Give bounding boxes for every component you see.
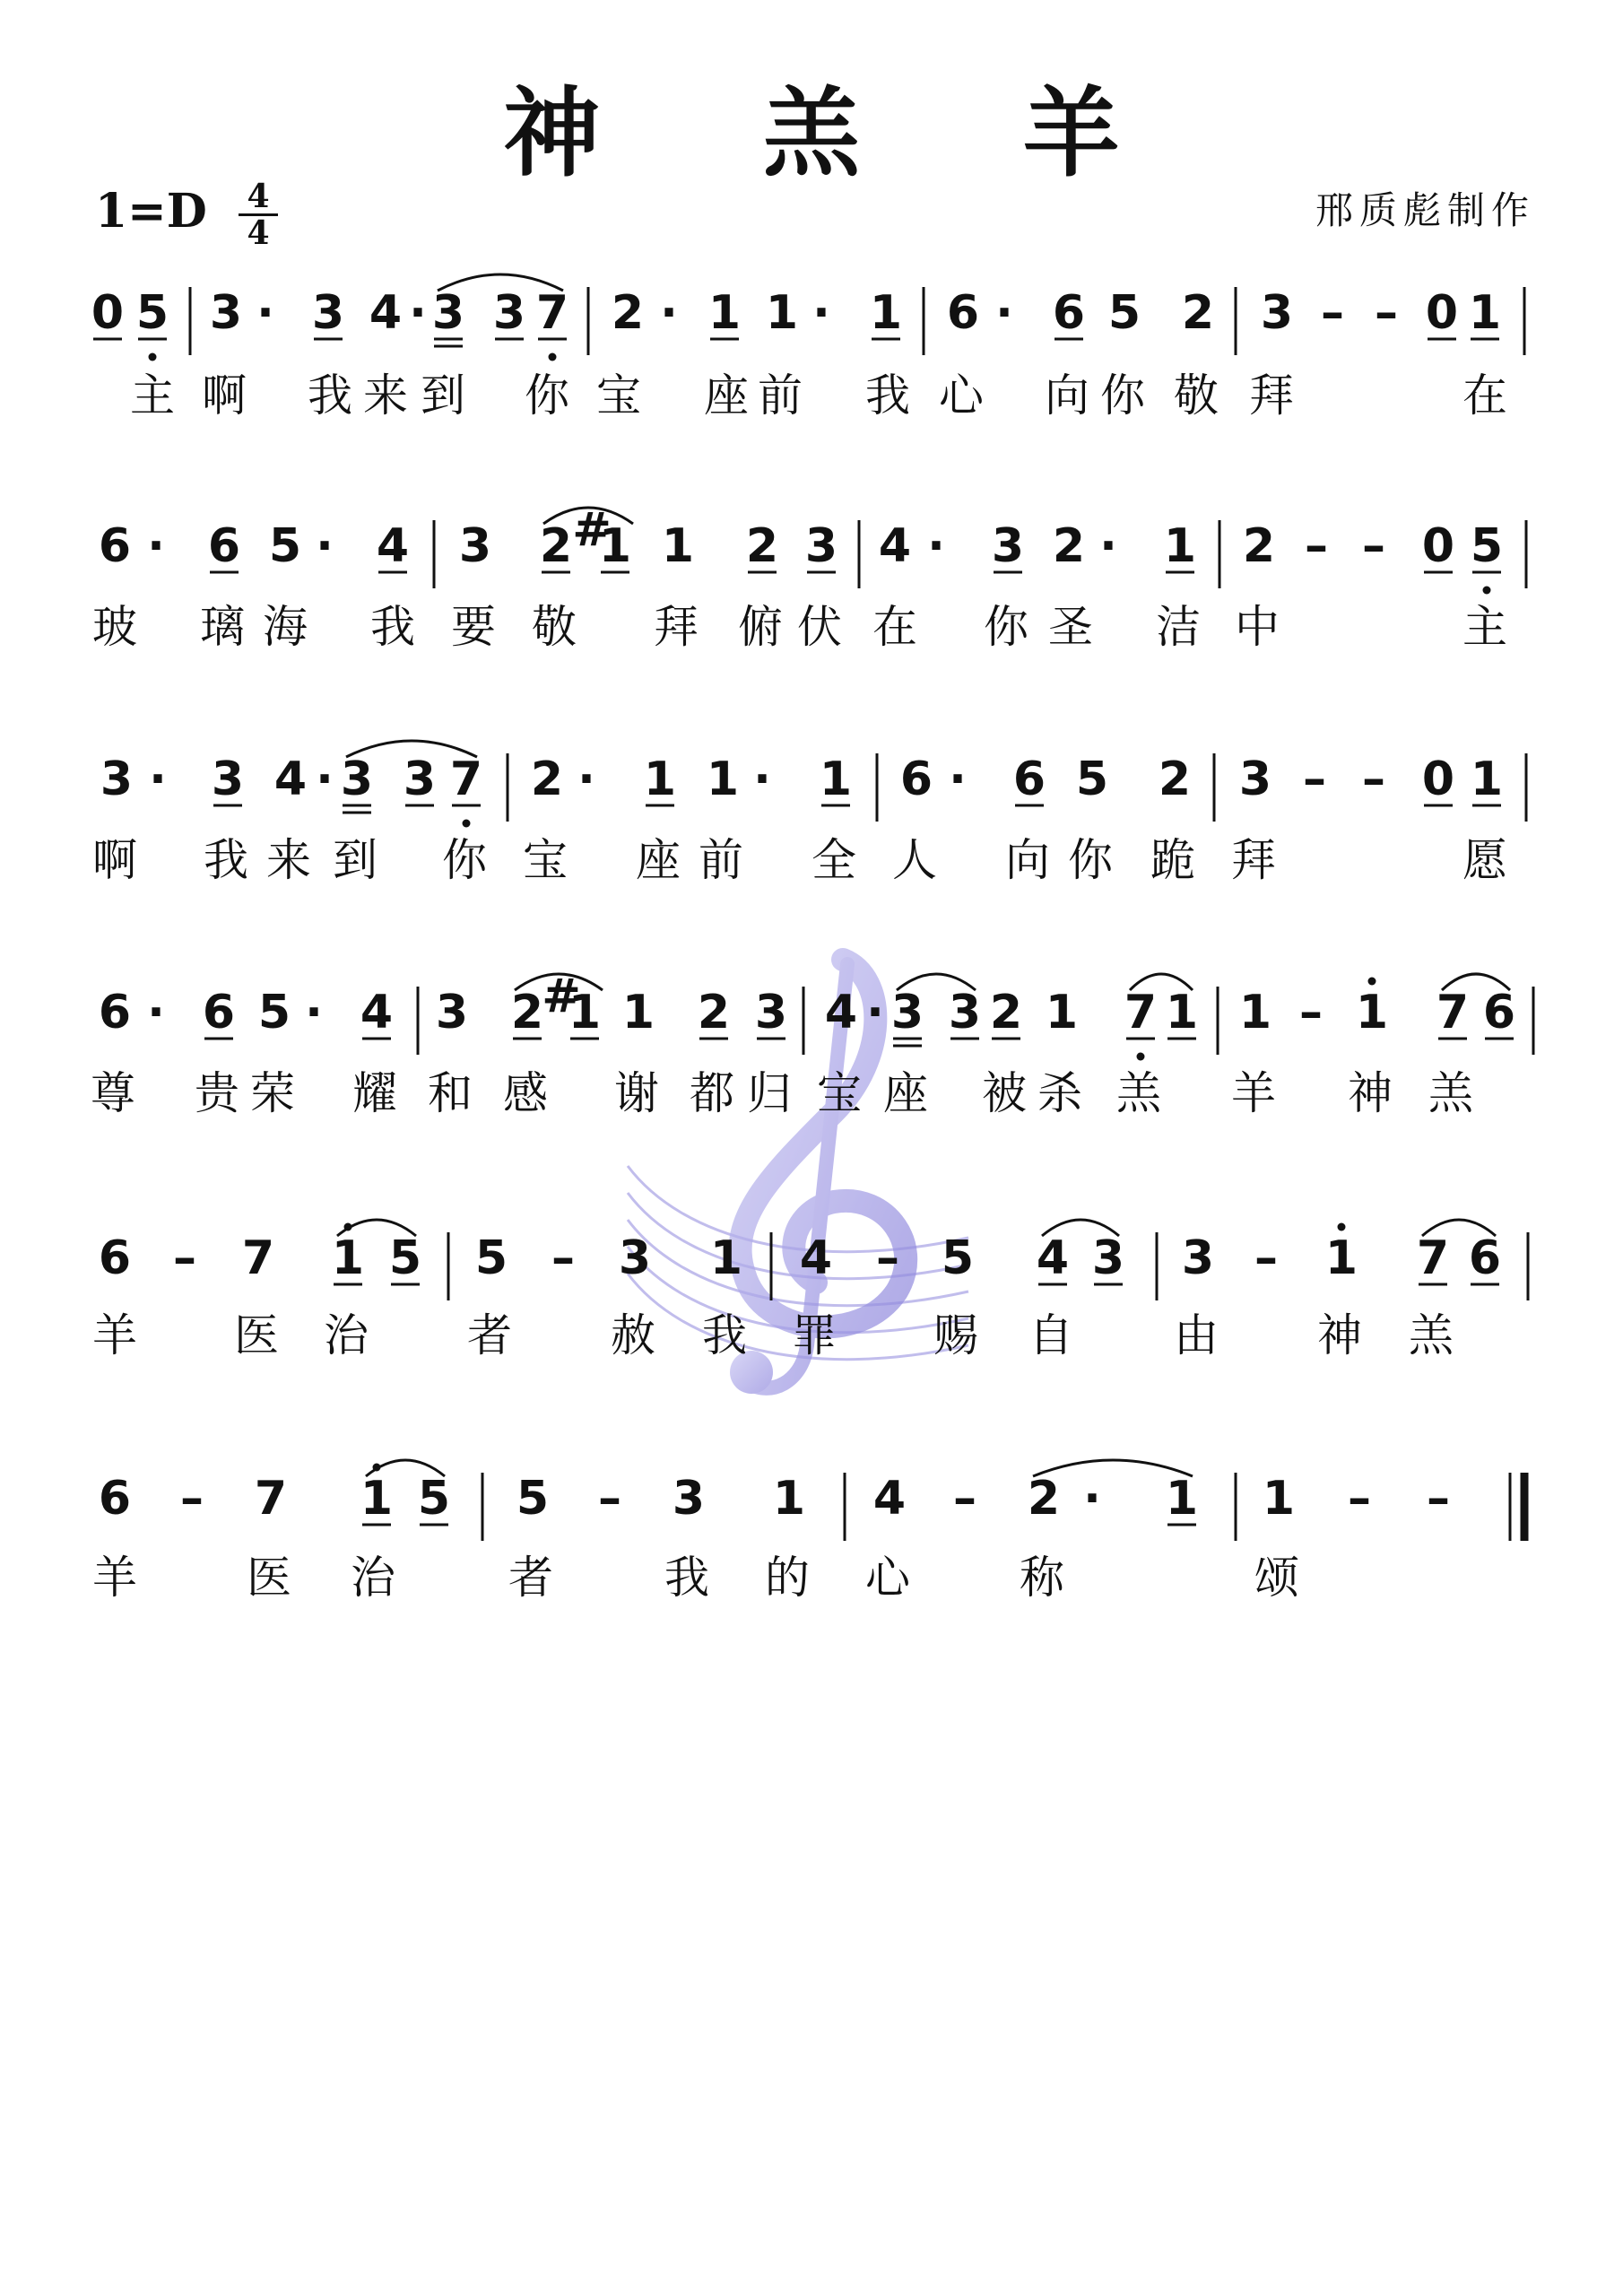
lyric-char: 你 bbox=[984, 601, 1032, 653]
note-digit: 3 bbox=[211, 752, 245, 806]
note-digit: 6 bbox=[1052, 286, 1086, 340]
lyric-char: 要 bbox=[451, 601, 499, 653]
credit: 邢质彪制作 bbox=[1315, 188, 1535, 232]
augmentation-dot: · bbox=[577, 752, 595, 806]
lyric-char: 神 bbox=[1317, 1309, 1366, 1361]
note-digit: 1 bbox=[772, 1472, 806, 1526]
lower-octave-dot bbox=[1483, 587, 1491, 595]
dash-extension: – bbox=[551, 1231, 575, 1285]
lyric-char: 拜 bbox=[654, 601, 702, 653]
lyric-char: 你 bbox=[442, 834, 490, 886]
note-digit: 1 bbox=[1045, 986, 1079, 1039]
note-digit: 5 bbox=[268, 519, 302, 573]
sharp-sign: # bbox=[572, 503, 612, 557]
note-digit: 1 bbox=[706, 752, 740, 806]
note-digit: 4 bbox=[799, 1231, 833, 1285]
note-digit: 7 bbox=[535, 286, 569, 340]
note-digit: 6 bbox=[98, 1472, 132, 1526]
augmentation-dot: · bbox=[147, 986, 165, 1039]
note-digit: 4 bbox=[376, 519, 410, 573]
dash-extension: – bbox=[173, 1231, 196, 1285]
note-digit: 2 bbox=[1027, 1472, 1061, 1526]
note-digit: 3 bbox=[340, 752, 374, 806]
augmentation-dot: · bbox=[927, 519, 945, 573]
lyric-char: 我 bbox=[664, 1552, 713, 1604]
note-digit: 4 bbox=[273, 752, 308, 806]
lyric-char: 羔 bbox=[1428, 1067, 1477, 1119]
lyric-char: 来 bbox=[266, 834, 315, 886]
augmentation-dot: · bbox=[316, 752, 334, 806]
note-digit: 0 bbox=[1421, 752, 1455, 806]
note-digit: 5 bbox=[1107, 286, 1141, 340]
dash-extension: – bbox=[1427, 1472, 1450, 1526]
note-digit: 6 bbox=[1482, 986, 1516, 1039]
lyric-char: 和 bbox=[428, 1067, 476, 1119]
lower-octave-dot bbox=[149, 353, 157, 361]
dash-extension: – bbox=[1303, 752, 1326, 806]
augmentation-dot: · bbox=[316, 519, 334, 573]
note-digit: 1 bbox=[707, 286, 742, 340]
note-digit: 1 bbox=[1238, 986, 1272, 1039]
augmentation-dot: · bbox=[149, 752, 167, 806]
lyric-char: 贵 bbox=[195, 1067, 243, 1119]
note-digit: 5 bbox=[257, 986, 291, 1039]
lower-octave-dot bbox=[549, 353, 557, 361]
note-digit: 3 bbox=[458, 519, 492, 573]
note-digit: 5 bbox=[1470, 519, 1504, 573]
lyric-char: 啊 bbox=[202, 370, 250, 422]
note-digit: 3 bbox=[311, 286, 345, 340]
note-digit: 4 bbox=[1036, 1231, 1070, 1285]
note-digit: 4 bbox=[878, 519, 912, 573]
note-digit: 6 bbox=[98, 519, 132, 573]
note-digit: 2 bbox=[510, 986, 544, 1039]
lyric-char: 赦 bbox=[611, 1309, 659, 1361]
note-digit: 0 bbox=[1421, 519, 1455, 573]
lyric-char: 羔 bbox=[1409, 1309, 1457, 1361]
lyric-char: 到 bbox=[421, 370, 469, 422]
augmentation-dot: · bbox=[995, 286, 1013, 340]
lyric-char: 羊 bbox=[1231, 1067, 1280, 1119]
lyric-char: 人 bbox=[892, 834, 941, 886]
lyric-char: 主 bbox=[130, 370, 178, 422]
lyric-char: 宝 bbox=[817, 1067, 865, 1119]
lyric-char: 都 bbox=[690, 1067, 738, 1119]
dash-extension: – bbox=[876, 1231, 899, 1285]
lyric-char: 我 bbox=[865, 370, 914, 422]
sharp-sign: # bbox=[542, 970, 581, 1023]
dash-extension: – bbox=[953, 1472, 976, 1526]
lyric-char: 啊 bbox=[92, 834, 141, 886]
lyric-char: 医 bbox=[247, 1552, 295, 1604]
lyric-char: 洁 bbox=[1156, 601, 1204, 653]
lyric-char: 俯 bbox=[738, 601, 786, 653]
lyric-char: 我 bbox=[308, 370, 356, 422]
lyric-char: 璃 bbox=[200, 601, 248, 653]
note-digit: 6 bbox=[202, 986, 236, 1039]
lyric-char: 我 bbox=[204, 834, 252, 886]
note-digit: 3 bbox=[1091, 1231, 1125, 1285]
augmentation-dot: · bbox=[1099, 519, 1117, 573]
note-digit: 5 bbox=[1075, 752, 1109, 806]
note-digit: 3 bbox=[991, 519, 1025, 573]
note-digit: 3 bbox=[804, 519, 838, 573]
note-digit: 3 bbox=[492, 286, 526, 340]
lyric-char: 医 bbox=[234, 1309, 282, 1361]
augmentation-dot: · bbox=[753, 752, 771, 806]
note-digit: 6 bbox=[946, 286, 980, 340]
note-digit: 6 bbox=[899, 752, 933, 806]
lyric-char: 归 bbox=[747, 1067, 795, 1119]
dash-extension: – bbox=[1362, 519, 1385, 573]
lyric-char: 自 bbox=[1028, 1309, 1077, 1361]
lyric-char: 神 bbox=[1348, 1067, 1396, 1119]
note-digit: 3 bbox=[890, 986, 924, 1039]
note-digit: 5 bbox=[135, 286, 169, 340]
note-digit: 5 bbox=[417, 1472, 451, 1526]
note-digit: 6 bbox=[98, 986, 132, 1039]
lyric-char: 羔 bbox=[1116, 1067, 1165, 1119]
note-digit: 2 bbox=[611, 286, 645, 340]
lyric-char: 在 bbox=[1462, 370, 1511, 422]
lyric-char: 心 bbox=[939, 370, 987, 422]
lyric-char: 感 bbox=[503, 1067, 551, 1119]
note-digit: 0 bbox=[1425, 286, 1459, 340]
note-digit: 1 bbox=[1163, 519, 1197, 573]
note-digit: 3 bbox=[1238, 752, 1272, 806]
lyric-char: 主 bbox=[1462, 601, 1511, 653]
note-digit: 2 bbox=[539, 519, 573, 573]
lyric-char: 我 bbox=[702, 1309, 751, 1361]
note-digit: 7 bbox=[241, 1231, 275, 1285]
note-digit: 2 bbox=[1242, 519, 1276, 573]
lyric-char: 耀 bbox=[352, 1067, 401, 1119]
dash-extension: – bbox=[598, 1472, 621, 1526]
augmentation-dot: · bbox=[409, 286, 427, 340]
dash-extension: – bbox=[1348, 1472, 1371, 1526]
lyric-char: 伏 bbox=[797, 601, 846, 653]
lyric-char: 座 bbox=[883, 1067, 932, 1119]
lyric-char: 宝 bbox=[596, 370, 645, 422]
augmentation-dot: · bbox=[812, 286, 830, 340]
lyric-char: 治 bbox=[324, 1309, 372, 1361]
note-digit: 7 bbox=[1436, 986, 1470, 1039]
note-digit: 5 bbox=[388, 1231, 422, 1285]
time-signature-top: 4 bbox=[247, 178, 270, 215]
note-digit: 1 bbox=[1165, 986, 1199, 1039]
note-digit: 2 bbox=[1052, 519, 1086, 573]
lyric-char: 圣 bbox=[1048, 601, 1097, 653]
lyric-char: 宝 bbox=[523, 834, 571, 886]
lyric-char: 谢 bbox=[614, 1067, 663, 1119]
note-digit: 2 bbox=[697, 986, 731, 1039]
note-digit: 1 bbox=[568, 986, 602, 1039]
note-digit: 0 bbox=[91, 286, 125, 340]
note-digit: 5 bbox=[516, 1472, 550, 1526]
key-signature: 1=D bbox=[95, 184, 207, 239]
dash-extension: – bbox=[1254, 1231, 1278, 1285]
dash-extension: – bbox=[1375, 286, 1398, 340]
augmentation-dot: · bbox=[1083, 1472, 1101, 1526]
dash-extension: – bbox=[1362, 752, 1385, 806]
note-digit: 1 bbox=[1324, 1231, 1358, 1285]
note-digit: 3 bbox=[1181, 1231, 1215, 1285]
lyric-char: 称 bbox=[1020, 1552, 1068, 1604]
lyric-char: 拜 bbox=[1249, 370, 1298, 422]
augmentation-dot: · bbox=[147, 519, 165, 573]
note-digit: 1 bbox=[765, 286, 799, 340]
lyric-char: 羊 bbox=[92, 1309, 141, 1361]
lyric-char: 羊 bbox=[92, 1552, 141, 1604]
lyric-char: 海 bbox=[263, 601, 311, 653]
lyric-char: 前 bbox=[758, 370, 806, 422]
note-digit: 1 bbox=[643, 752, 677, 806]
lyric-char: 你 bbox=[525, 370, 573, 422]
lyric-char: 向 bbox=[1005, 834, 1054, 886]
lyric-char: 心 bbox=[865, 1552, 914, 1604]
note-digit: 2 bbox=[989, 986, 1023, 1039]
lyric-char: 跪 bbox=[1150, 834, 1199, 886]
note-digit: 4 bbox=[824, 986, 858, 1039]
lyric-char: 来 bbox=[363, 370, 412, 422]
lyric-char: 座 bbox=[704, 370, 752, 422]
note-digit: 6 bbox=[1012, 752, 1046, 806]
note-digit: 6 bbox=[207, 519, 241, 573]
augmentation-dot: · bbox=[256, 286, 274, 340]
note-digit: 1 bbox=[869, 286, 903, 340]
note-digit: 6 bbox=[98, 1231, 132, 1285]
note-digit: 3 bbox=[435, 986, 469, 1039]
note-digit: 3 bbox=[100, 752, 134, 806]
lyric-char: 荣 bbox=[250, 1067, 299, 1119]
note-digit: 5 bbox=[941, 1231, 975, 1285]
note-digit: 1 bbox=[1470, 752, 1504, 806]
note-digit: 4 bbox=[872, 1472, 907, 1526]
note-digit: 3 bbox=[1260, 286, 1294, 340]
lyric-char: 玻 bbox=[92, 601, 141, 653]
lyric-char: 在 bbox=[872, 601, 921, 653]
note-digit: 2 bbox=[745, 519, 779, 573]
dash-extension: – bbox=[180, 1472, 204, 1526]
note-digit: 1 bbox=[1468, 286, 1502, 340]
note-digit: 1 bbox=[621, 986, 655, 1039]
note-digit: 1 bbox=[1355, 986, 1389, 1039]
lyric-char: 敬 bbox=[532, 601, 580, 653]
lyric-char: 中 bbox=[1235, 601, 1283, 653]
note-digit: 7 bbox=[1124, 986, 1158, 1039]
note-digit: 1 bbox=[661, 519, 695, 573]
dash-extension: – bbox=[1299, 986, 1323, 1039]
note-digit: 1 bbox=[360, 1472, 394, 1526]
note-digit: 3 bbox=[672, 1472, 706, 1526]
note-digit: 2 bbox=[1181, 286, 1215, 340]
note-digit: 3 bbox=[209, 286, 243, 340]
augmentation-dot: · bbox=[949, 752, 967, 806]
lyric-char: 座 bbox=[636, 834, 684, 886]
note-digit: 2 bbox=[530, 752, 564, 806]
note-digit: 3 bbox=[948, 986, 982, 1039]
note-digit: 3 bbox=[431, 286, 465, 340]
note-digit: 1 bbox=[1165, 1472, 1199, 1526]
note-digit: 7 bbox=[1416, 1231, 1450, 1285]
upper-octave-dot bbox=[1338, 1223, 1346, 1231]
note-digit: 1 bbox=[1262, 1472, 1296, 1526]
note-digit: 5 bbox=[474, 1231, 508, 1285]
time-signature-bottom: 4 bbox=[239, 213, 278, 250]
note-digit: 3 bbox=[618, 1231, 652, 1285]
lyric-char: 我 bbox=[370, 601, 419, 653]
lyric-char: 愿 bbox=[1462, 834, 1511, 886]
note-digit: 1 bbox=[331, 1231, 365, 1285]
lyric-char: 杀 bbox=[1037, 1067, 1086, 1119]
augmentation-dot: · bbox=[305, 986, 323, 1039]
note-digit: 6 bbox=[1468, 1231, 1502, 1285]
lyric-char: 你 bbox=[1068, 834, 1116, 886]
lyric-char: 向 bbox=[1045, 370, 1093, 422]
upper-octave-dot bbox=[1368, 978, 1376, 986]
augmentation-dot: · bbox=[660, 286, 678, 340]
lyric-char: 拜 bbox=[1231, 834, 1280, 886]
lyric-char: 到 bbox=[333, 834, 381, 886]
note-digit: 2 bbox=[1158, 752, 1192, 806]
lyric-char: 你 bbox=[1100, 370, 1149, 422]
note-digit: 1 bbox=[709, 1231, 743, 1285]
note-digit: 4 bbox=[369, 286, 403, 340]
song-title: 神 羔 羊 bbox=[503, 77, 1185, 190]
note-digit: 7 bbox=[254, 1472, 288, 1526]
note-digit: 3 bbox=[403, 752, 437, 806]
lyric-char: 的 bbox=[765, 1552, 813, 1604]
note-digit: 1 bbox=[598, 519, 632, 573]
lyric-char: 被 bbox=[982, 1067, 1030, 1119]
augmentation-dot: · bbox=[866, 986, 884, 1039]
dash-extension: – bbox=[1305, 519, 1328, 573]
lyric-char: 尊 bbox=[91, 1067, 139, 1119]
lyric-char: 罪 bbox=[792, 1309, 840, 1361]
lyric-char: 者 bbox=[508, 1552, 557, 1604]
lyric-char: 全 bbox=[812, 834, 860, 886]
note-digit: 1 bbox=[819, 752, 853, 806]
lyric-char: 前 bbox=[699, 834, 747, 886]
lyric-char: 者 bbox=[467, 1309, 516, 1361]
lower-octave-dot bbox=[1137, 1053, 1145, 1061]
dash-extension: – bbox=[1321, 286, 1344, 340]
note-digit: 3 bbox=[754, 986, 788, 1039]
lyric-char: 赐 bbox=[933, 1309, 982, 1361]
lower-octave-dot bbox=[463, 820, 471, 828]
lyric-char: 治 bbox=[351, 1552, 399, 1604]
lyric-char: 敬 bbox=[1174, 370, 1222, 422]
note-digit: 7 bbox=[449, 752, 483, 806]
lyric-char: 颂 bbox=[1254, 1552, 1303, 1604]
note-digit: 4 bbox=[360, 986, 394, 1039]
lyric-char: 由 bbox=[1174, 1309, 1222, 1361]
